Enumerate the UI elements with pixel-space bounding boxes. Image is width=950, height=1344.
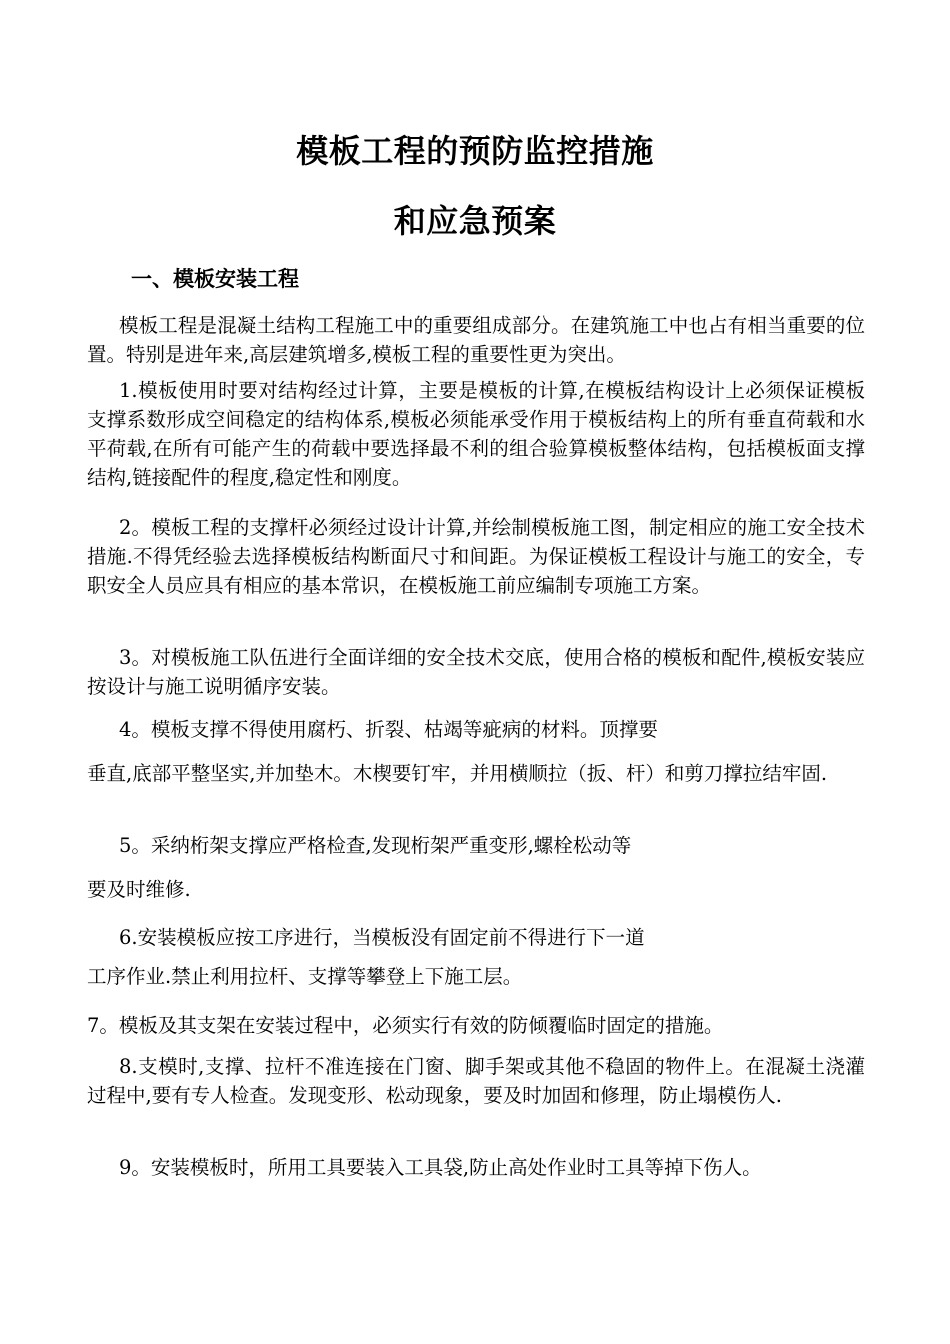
section-heading: 一、模板安装工程	[131, 267, 299, 291]
paragraph-item-4-line1: 4。模板支撑不得使用腐朽、折裂、枯竭等疵病的材料。顶撑要	[119, 718, 658, 741]
paragraph-item-4-continued: 垂直,底部平整坚实,并加垫木。木楔要钉牢，并用横顺拉（扳、杆）和剪刀撑拉结牢固.	[87, 762, 828, 785]
paragraph-item-1: 1.模板使用时要对结构经过计算，主要是模板的计算,在模板结构设计上必须保证模板支撑系数形成空间稳定的结构体系,模板必须能承受作用于模板结构上的所有垂直荷载和水平荷载,在所有可能产生的荷载中要选择最不利的组合验算模板整体结构，包括模板面支撑结构,链接配件的程度,稳定性和刚度。	[87, 379, 865, 489]
paragraph-item-9: 9。安装模板时，所用工具要装入工具袋,防止高处作业时工具等掉下伤人。	[119, 1156, 762, 1179]
paragraph-item-6-line1: 6.安装模板应按工序进行，当模板没有固定前不得进行下一道	[119, 926, 645, 949]
document-title-line2: 和应急预案	[393, 202, 557, 240]
document-title-line1: 模板工程的预防监控措施	[296, 132, 654, 170]
paragraph-item-2: 2。模板工程的支撑杆必须经过设计计算,并绘制模板施工图，制定相应的施工安全技术措施.不得凭经验去选择模板结构断面尺寸和间距。为保证模板工程设计与施工的安全，专职安全人员应具有相应的基本常识，在模板施工前应编制专项施工方案。	[87, 516, 865, 597]
paragraph-item-3: 3。对模板施工队伍进行全面详细的安全技术交底，使用合格的模板和配件,模板安装应按设计与施工说明循序安装。	[87, 646, 865, 698]
paragraph-item-6-continued: 工序作业.禁止利用拉杆、支撑等攀登上下施工层。	[87, 965, 523, 988]
paragraph-item-5-continued: 要及时维修.	[87, 878, 191, 901]
paragraph-item-8: 8.支模时,支撑、拉杆不准连接在门窗、脚手架或其他不稳固的物件上。在混凝土浇灌过程中,要有专人检查。发现变形、松动现象，要及时加固和修理，防止塌模伤人.	[87, 1055, 865, 1107]
paragraph-intro: 模板工程是混凝土结构工程施工中的重要组成部分。在建筑施工中也占有相当重要的位置。特别是进年来,高层建筑增多,模板工程的重要性更为突出。	[87, 314, 865, 366]
paragraph-item-5-line1: 5。采纳桁架支撑应严格检查,发现桁架严重变形,螺栓松动等	[119, 834, 632, 857]
paragraph-item-7: 7。模板及其支架在安装过程中，必须实行有效的防倾覆临时固定的措施。	[87, 1014, 724, 1037]
